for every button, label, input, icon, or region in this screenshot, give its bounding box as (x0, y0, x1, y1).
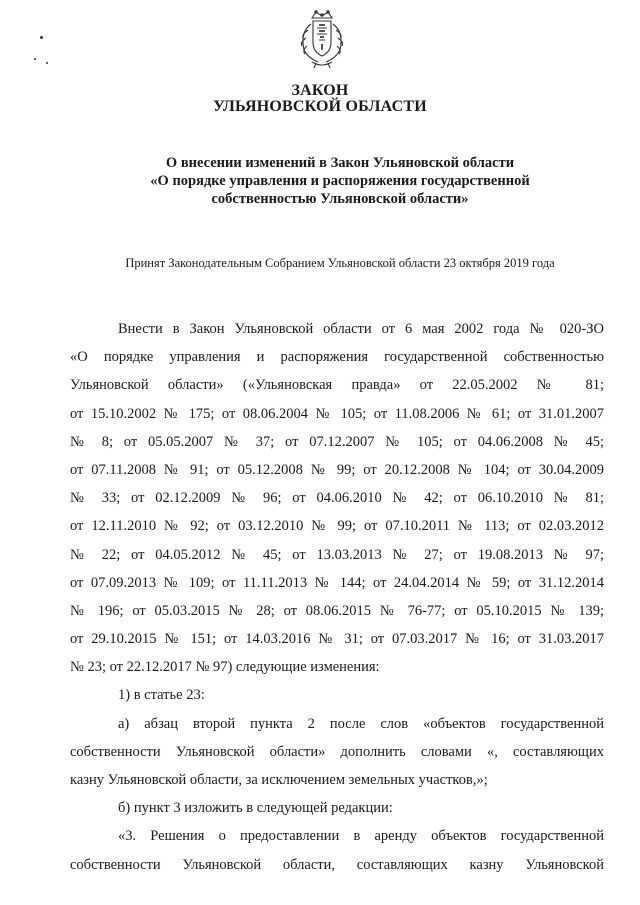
adoption-note: Принят Законодательным Собранием Ульяновской области 23 октября 2019 года (125, 256, 555, 270)
body-line: от 15.10.2002 № 175; от 08.06.2004 № 105; от 11.08.2006 № 61; от 31.01.2007 (70, 405, 604, 422)
body-line: собственности Ульяновской области» дополнить словами «, составляющих (70, 743, 604, 760)
body-line: № 23; от 22.12.2017 № 97) следующие изменения: (70, 659, 380, 676)
law-subject-title (80, 154, 600, 208)
body-line: собственности Ульяновской области, составляющих казну Ульяновской (70, 856, 604, 873)
region-title: УЛЬЯНОВСКОЙ ОБЛАСТИ (213, 98, 427, 115)
subject-line: О внесении изменений в Закон Ульяновской области (165, 155, 515, 171)
body-line: 1) в статье 23: (118, 687, 205, 704)
body-line: от 07.11.2008 № 91; от 05.12.2008 № 99; от 20.12.2008 № 104; от 30.04.2009 (70, 461, 604, 478)
law-body-text (70, 315, 604, 879)
scan-speck (46, 62, 48, 64)
body-line: б) пункт 3 изложить в следующей редакции: (118, 800, 393, 817)
body-line: от 12.11.2010 № 92; от 03.12.2010 № 99; от 07.10.2011 № 113; от 02.03.2012 (70, 518, 604, 535)
body-line: № 8; от 05.05.2007 № 37; от 07.12.2007 № 105; от 04.06.2008 № 45; (70, 433, 604, 450)
body-line: а) абзац второй пункта 2 после слов «объектов государственной (118, 715, 604, 732)
body-line: Ульяновской области» («Ульяновская правда» от 22.05.2002 № 81; (70, 377, 604, 394)
body-line: от 29.10.2015 № 151; от 14.03.2016 № 31; от 07.03.2017 № 16; от 31.03.2017 (70, 631, 604, 648)
ulyanovsk-coat-of-arms-icon (292, 8, 352, 70)
law-word: ЗАКОН (291, 82, 349, 99)
body-line: № 33; от 02.12.2009 № 96; от 04.06.2010 № 42; от 06.10.2010 № 81; (70, 490, 604, 507)
body-line: № 196; от 05.03.2015 № 28; от 08.06.2015 № 76-77; от 05.10.2015 № 139; (70, 602, 604, 619)
body-line: Внести в Закон Ульяновской области от 6 мая 2002 года № 020-ЗО (118, 321, 604, 337)
subject-line: «О порядке управления и распоряжения государственной (150, 173, 530, 189)
body-line: «3. Решения о предоставлении в аренду объектов государственной (118, 828, 604, 845)
body-line: от 07.09.2013 № 109; от 11.11.2013 № 144; от 24.04.2014 № 59; от 31.12.2014 (70, 574, 604, 591)
scan-speck (34, 58, 36, 60)
body-line: № 22; от 04.05.2012 № 45; от 13.03.2013 № 27; от 19.08.2013 № 97; (70, 546, 604, 563)
body-line: «О порядке управления и распоряжения государственной собственностью (70, 349, 604, 366)
body-line: казну Ульяновской области, за исключением земельных участков,»; (70, 772, 488, 788)
subject-line: собственностью Ульяновской области» (211, 191, 469, 207)
scan-speck (40, 36, 43, 39)
